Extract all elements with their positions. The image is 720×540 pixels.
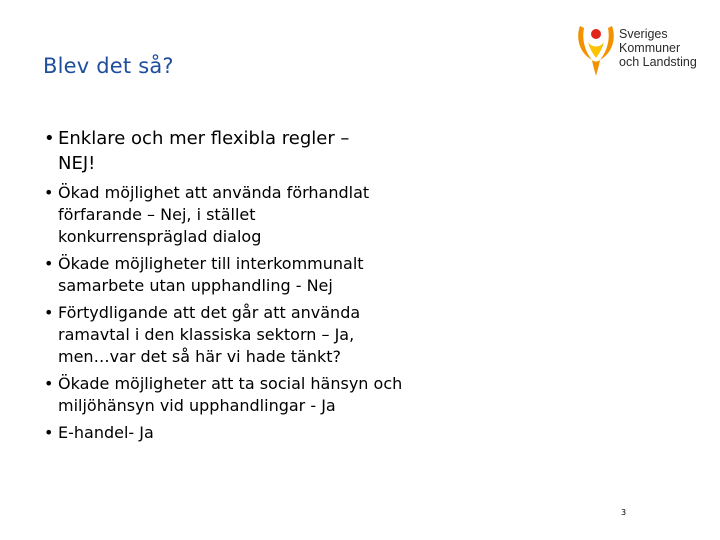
bullet-line: • Förtydligande att det går att använda xyxy=(58,303,361,322)
slide-title: Blev det så? xyxy=(43,54,174,78)
list-item xyxy=(44,373,474,417)
bullet-list xyxy=(44,126,474,449)
bullet-line: • Enklare och mer flexibla regler – xyxy=(58,128,350,149)
bullet-line: konkurrenspräglad dialog xyxy=(58,227,262,246)
bullet-line: • E-handel- Ja xyxy=(58,423,154,442)
bullet-line: NEJ! xyxy=(58,153,96,174)
list-item xyxy=(44,182,474,248)
logo-text xyxy=(619,27,697,69)
list-item xyxy=(44,302,474,368)
bullet-line: • Ökade möjligheter till interkommunalt xyxy=(58,254,364,273)
bullet-line: men…var det så här vi hade tänkt? xyxy=(58,347,341,366)
bullet-line: ramavtal i den klassiska sektorn – Ja, xyxy=(58,325,355,344)
bullet-line: samarbete utan upphandling - Nej xyxy=(58,276,333,295)
logo-line: Sveriges xyxy=(619,27,668,41)
bullet-line: miljöhänsyn vid upphandlingar - Ja xyxy=(58,396,336,415)
list-item xyxy=(44,253,474,297)
list-item xyxy=(44,126,474,176)
logo-line: och Landsting xyxy=(619,55,697,69)
logo-line: Kommuner xyxy=(619,41,681,55)
bullet-line: förfarande – Nej, i stället xyxy=(58,205,256,224)
skl-emblem-icon xyxy=(574,22,618,78)
bullet-line: • Ökad möjlighet att använda förhandlat xyxy=(58,183,370,202)
list-item xyxy=(44,422,474,444)
page-number: 3 xyxy=(621,508,627,517)
bullet-line: • Ökade möjligheter att ta social hänsyn och xyxy=(58,374,403,393)
skl-logo xyxy=(574,22,714,78)
